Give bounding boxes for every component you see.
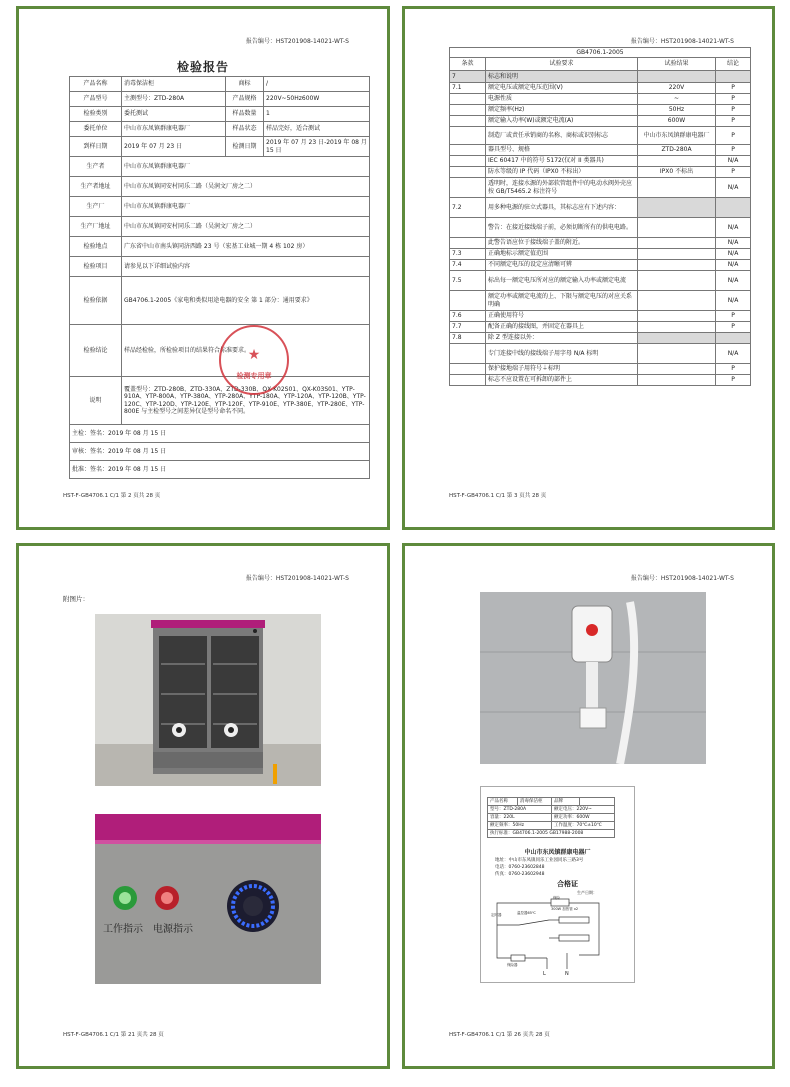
clause-row [450, 105, 751, 116]
clause-row [450, 260, 751, 271]
clause-result [638, 156, 716, 167]
clause-result [638, 198, 716, 218]
np-maker: 中山市东凤镇群康电器厂 [524, 849, 591, 856]
clause-requirement: 此警告语应位于接线端子盖的附近。 [486, 238, 638, 249]
clause-row [450, 375, 751, 386]
clause-row [450, 291, 751, 311]
np-cert: 合格证 [557, 880, 578, 888]
cell-label: 检测日期 [226, 137, 264, 157]
clause-no [450, 291, 486, 311]
clause-no [450, 116, 486, 127]
clause-result [638, 218, 716, 238]
clause-row [450, 271, 751, 291]
clause-verdict: N/A [716, 156, 751, 167]
clause-verdict: N/A [716, 249, 751, 260]
clause-requirement: 标志不应设置在可拆卸的部件上 [486, 375, 638, 386]
page-footer: HST-F-GB4706.1 C/1 第 21 页共 28 页 [63, 1032, 164, 1038]
report-number: 报告编号：HST201908-14021-WT-S [630, 38, 734, 45]
d-protector: 保险器 [507, 963, 518, 967]
clause-result: 220V [638, 83, 716, 94]
clause-row [450, 83, 751, 94]
clause-no: 7.6 [450, 311, 486, 322]
clause-row [450, 218, 751, 238]
clause-row [450, 322, 751, 333]
np-cell: 容量：220L [488, 814, 552, 822]
clause-requirement: 制造厂或责任承销商的名称、商标或识别标志 [486, 127, 638, 145]
clause-result [638, 311, 716, 322]
report-page-clause-table [402, 6, 775, 530]
clause-row [450, 178, 751, 198]
inspection-table [69, 76, 370, 479]
clause-row [450, 238, 751, 249]
clause-rows [450, 71, 751, 386]
cell-value: 广东省中山市南头镇同济西路 23 号（宏基工业城一期 4 栋 102 房） [122, 237, 370, 257]
clause-result: 中山市东凤镇群康电器厂 [638, 127, 716, 145]
cell-value: / [264, 77, 370, 92]
col-header: 条款 [450, 58, 486, 71]
report-number: 报告编号：HST201908-14021-WT-S [245, 38, 349, 45]
clause-no [450, 364, 486, 375]
cell-value: 中山市东凤镇群康电器厂 [122, 122, 226, 137]
page-footer: HST-F-GB4706.1 C/1 第 2 页共 28 页 [63, 493, 161, 499]
clause-row [450, 344, 751, 364]
clause-verdict [716, 71, 751, 83]
clause-result [638, 344, 716, 364]
clause-row [450, 156, 751, 167]
clause-no [450, 167, 486, 178]
clause-result [638, 178, 716, 198]
np-cell: 消毒保洁柜 [518, 798, 552, 806]
clause-result [638, 291, 716, 311]
clause-requirement: 额定电压或额定电压范围(V) [486, 83, 638, 94]
clause-row [450, 167, 751, 178]
np-cell: 产品名称 [488, 798, 518, 806]
d-heater: 300W 加热管 x2 [551, 907, 579, 911]
clause-requirement: 额定功率或额定电流的上、下限与额定电压的对应关系明确 [486, 291, 638, 311]
clause-requirement: 电源性质 [486, 94, 638, 105]
clause-row [450, 116, 751, 127]
col-header: 结论 [716, 58, 751, 71]
cabinet-illustration [95, 614, 321, 786]
cell-label: 检验结论 [70, 325, 122, 377]
cabinet-photo [95, 614, 321, 786]
report-number: 报告编号：HST201908-14021-WT-S [245, 575, 349, 582]
clause-requirement: 警告：在接近接线端子前，必须切断所有的供电电路。 [486, 218, 638, 238]
cell-value: 中山市东凤镇群康电器厂 [122, 157, 370, 177]
clause-no [450, 344, 486, 364]
report-page-photos-1 [16, 543, 390, 1069]
col-header: 试验要求 [486, 58, 638, 71]
clause-verdict: P [716, 364, 751, 375]
control-panel-photo [95, 814, 321, 984]
clause-requirement: 配备正确的接线图，并固定在器具上 [486, 322, 638, 333]
cell-label: 生产厂地址 [70, 217, 122, 237]
np-cell: 品牌 [552, 798, 580, 806]
clause-verdict: P [716, 375, 751, 386]
page-footer: HST-F-GB4706.1 C/1 第 3 页共 28 页 [449, 493, 547, 499]
clause-verdict: N/A [716, 291, 751, 311]
cell-value: 覆盖型号：ZTD-280B、ZTD-330A、ZTD-330B、QX-K02S01、QX-K03S01、YTP-910A、YTP-800A、YTP-380A、YTP-280A、YTP-180A、YTP-120A、YTP-120B、YTP-120C、YTP-120D、YTP-120E、YTP-120F、YTP-910E、YTP-380E、YTP-280E、YTP-800E 与主检型号之间差异仅是型号命名不同。 [122, 377, 370, 425]
clause-verdict: P [716, 145, 751, 156]
clause-no [450, 178, 486, 198]
clause-verdict: N/A [716, 178, 751, 198]
control-panel-illustration [95, 814, 321, 984]
clause-no: 7.3 [450, 249, 486, 260]
cell-value: 样品完好，适合测试 [264, 122, 370, 137]
clause-result [638, 333, 716, 344]
clause-row [450, 198, 751, 218]
clause-row [450, 94, 751, 105]
clause-no [450, 127, 486, 145]
cell-value: 2019 年 07 月 23 日-2019 年 08 月 15 日 [264, 137, 370, 157]
inspector-sign: 主检：签名：2019 年 08 月 15 日 [70, 425, 370, 443]
cell-value: GB4706.1-2005《家电和类似用途电器的安全 第 1 部分：通用要求》 [122, 277, 370, 325]
clause-requirement: IEC 60417 中的符号 5172(仅对 II 类器具) [486, 156, 638, 167]
d-fuse: 保险 [553, 896, 560, 900]
cell-value: 请参见以下详细试验内容 [122, 257, 370, 277]
clause-verdict: P [716, 83, 751, 94]
inspection-stamp [219, 325, 289, 395]
cell-value: 中山市东凤镇群康电器厂 [122, 197, 370, 217]
approver-sign: 批准：签名：2019 年 08 月 15 日 [70, 461, 370, 479]
clause-row [450, 311, 751, 322]
cell-value: 消毒保洁柜 [122, 77, 226, 92]
np-date: 生产日期： [577, 890, 597, 895]
clause-result: 600W [638, 116, 716, 127]
nameplate-photo [480, 786, 635, 983]
cell-label: 到样日期 [70, 137, 122, 157]
standard-header: GB4706.1-2005 [450, 48, 751, 58]
np-cell: 型号：ZTD-280A [488, 806, 552, 814]
cell-label: 生产者地址 [70, 177, 122, 197]
clause-no [450, 238, 486, 249]
d-timer: 定时器 [491, 913, 502, 917]
clause-result [638, 364, 716, 375]
np-fax: 传真：0760-23602948 [495, 872, 545, 877]
clause-requirement: 防水等级的 IP 代码（IPX0 不标出） [486, 167, 638, 178]
np-phone: 电话：0760-23602848 [495, 865, 545, 870]
clause-requirement: 专门连接中线的接线端子用字母 N/A 标明 [486, 344, 638, 364]
clause-no [450, 218, 486, 238]
cell-label: 委托单位 [70, 122, 122, 137]
col-header: 试验结果 [638, 58, 716, 71]
cell-value: 1 [264, 107, 370, 122]
clause-row [450, 71, 751, 83]
d-l: L [543, 971, 546, 977]
nameplate-table [487, 797, 615, 838]
cell-label: 商标 [226, 77, 264, 92]
np-address: 地址：中山市东凤镇同乐工业园同乐三路3号 [495, 858, 584, 863]
power-indicator-label: 电源指示 [153, 924, 193, 935]
reviewer-sign: 审核：签名：2019 年 08 月 15 日 [70, 443, 370, 461]
clause-verdict: N/A [716, 218, 751, 238]
clause-requirement: 标出每一额定电压所对应的额定输入功率或额定电流 [486, 271, 638, 291]
clause-no [450, 94, 486, 105]
clause-requirement: 额定输入功率(W)或额定电流(A) [486, 116, 638, 127]
np-cell: 执行标准：GB4706.1-2005 GB17988-2008 [488, 830, 615, 838]
clause-verdict: P [716, 311, 751, 322]
clause-row [450, 364, 751, 375]
clause-result [638, 71, 716, 83]
clause-row [450, 145, 751, 156]
clause-table [449, 47, 751, 386]
np-cell: 额定频率：50Hz [488, 822, 552, 830]
plug-illustration [480, 592, 706, 764]
cell-value: 中山市东凤镇同安村同乐二路（吴润文厂房之二） [122, 177, 370, 197]
np-cell: 额定功率：600W [552, 814, 615, 822]
clause-requirement: 标志和说明 [486, 71, 638, 83]
clause-no [450, 156, 486, 167]
clause-requirement: 正确地标示额定值范围 [486, 249, 638, 260]
clause-verdict: N/A [716, 238, 751, 249]
cell-label: 样品数量 [226, 107, 264, 122]
clause-result: ZTD-280A [638, 145, 716, 156]
cell-label: 样品状态 [226, 122, 264, 137]
cell-value: 2019 年 07 月 23 日 [122, 137, 226, 157]
clause-result: IPX0 不标出 [638, 167, 716, 178]
clause-requirement: 除 Z 型连接以外： [486, 333, 638, 344]
clause-verdict: P [716, 167, 751, 178]
cell-value: 中山市东凤镇同安村同乐二路（吴润文厂房之二） [122, 217, 370, 237]
attach-label: 附图片： [63, 595, 89, 603]
clause-verdict: P [716, 127, 751, 145]
clause-result: 50Hz [638, 105, 716, 116]
clause-requirement: 正确使用符号 [486, 311, 638, 322]
clause-verdict: P [716, 322, 751, 333]
report-number: 报告编号：HST201908-14021-WT-S [630, 575, 734, 582]
cell-label: 生产厂 [70, 197, 122, 217]
clause-result [638, 322, 716, 333]
stamp-star-icon: ★ [247, 347, 261, 363]
page-title: 检验报告 [176, 60, 229, 74]
cell-label: 检验类别 [70, 107, 122, 122]
clause-requirement: 器具型号、规格 [486, 145, 638, 156]
clause-no: 7 [450, 71, 486, 83]
clause-no [450, 105, 486, 116]
clause-no: 7.2 [450, 198, 486, 218]
clause-no [450, 375, 486, 386]
clause-no: 7.1 [450, 83, 486, 94]
clause-verdict: P [716, 94, 751, 105]
cell-label: 产品规格 [226, 92, 264, 107]
clause-verdict: N/A [716, 271, 751, 291]
clause-verdict: N/A [716, 260, 751, 271]
clause-requirement: 不同额定电压的设定应清晰可辨 [486, 260, 638, 271]
cell-value: 220V~50Hz600W [264, 92, 370, 107]
clause-no: 7.4 [450, 260, 486, 271]
clause-row [450, 333, 751, 344]
clause-requirement: 用多种电源的驻立式器具，其标志应有下述内容： [486, 198, 638, 218]
np-cell: 工作温度：70℃±10℃ [552, 822, 615, 830]
d-thermostat: 温控器65℃ [517, 911, 536, 915]
clause-verdict: P [716, 105, 751, 116]
clause-no: 7.7 [450, 322, 486, 333]
clause-result [638, 271, 716, 291]
clause-verdict: N/A [716, 344, 751, 364]
clause-result [638, 238, 716, 249]
cell-label: 产品名称 [70, 77, 122, 92]
cell-label: 说明 [70, 377, 122, 425]
report-page-photos-2 [402, 543, 775, 1069]
np-cell: 额定电压：220V~ [552, 806, 615, 814]
report-page-cover [16, 6, 390, 530]
stamp-text: 检测专用章 [236, 372, 272, 380]
cell-label: 产品型号 [70, 92, 122, 107]
clause-requirement: 保护接地端子用符号⏚标明 [486, 364, 638, 375]
cell-label: 检验地点 [70, 237, 122, 257]
clause-row [450, 127, 751, 145]
cell-label: 检验依据 [70, 277, 122, 325]
clause-result [638, 375, 716, 386]
clause-verdict: P [716, 116, 751, 127]
clause-verdict [716, 333, 751, 344]
page-footer: HST-F-GB4706.1 C/1 第 26 页共 28 页 [449, 1032, 550, 1038]
plug-photo [480, 592, 706, 764]
work-indicator-label: 工作指示 [103, 924, 143, 935]
clause-no [450, 145, 486, 156]
clause-no: 7.5 [450, 271, 486, 291]
clause-result: ~ [638, 94, 716, 105]
clause-requirement: 透明时，连接水源的外部软管组件中的电动水阀外壳应按 GB/T5465.2 标注符号 [486, 178, 638, 198]
cell-value: 主测型号：ZTD-280A [122, 92, 226, 107]
clause-no: 7.8 [450, 333, 486, 344]
clause-result [638, 260, 716, 271]
cell-label: 生产者 [70, 157, 122, 177]
cell-value: 样品经检验，所检验项目的结果符合标准要求。 [122, 325, 370, 377]
clause-result [638, 249, 716, 260]
d-n: N [565, 971, 569, 977]
cell-value: 委托测试 [122, 107, 226, 122]
clause-row [450, 249, 751, 260]
cell-label: 检验项目 [70, 257, 122, 277]
clause-requirement: 额定频率(Hz) [486, 105, 638, 116]
clause-verdict [716, 198, 751, 218]
np-cell [580, 798, 615, 806]
